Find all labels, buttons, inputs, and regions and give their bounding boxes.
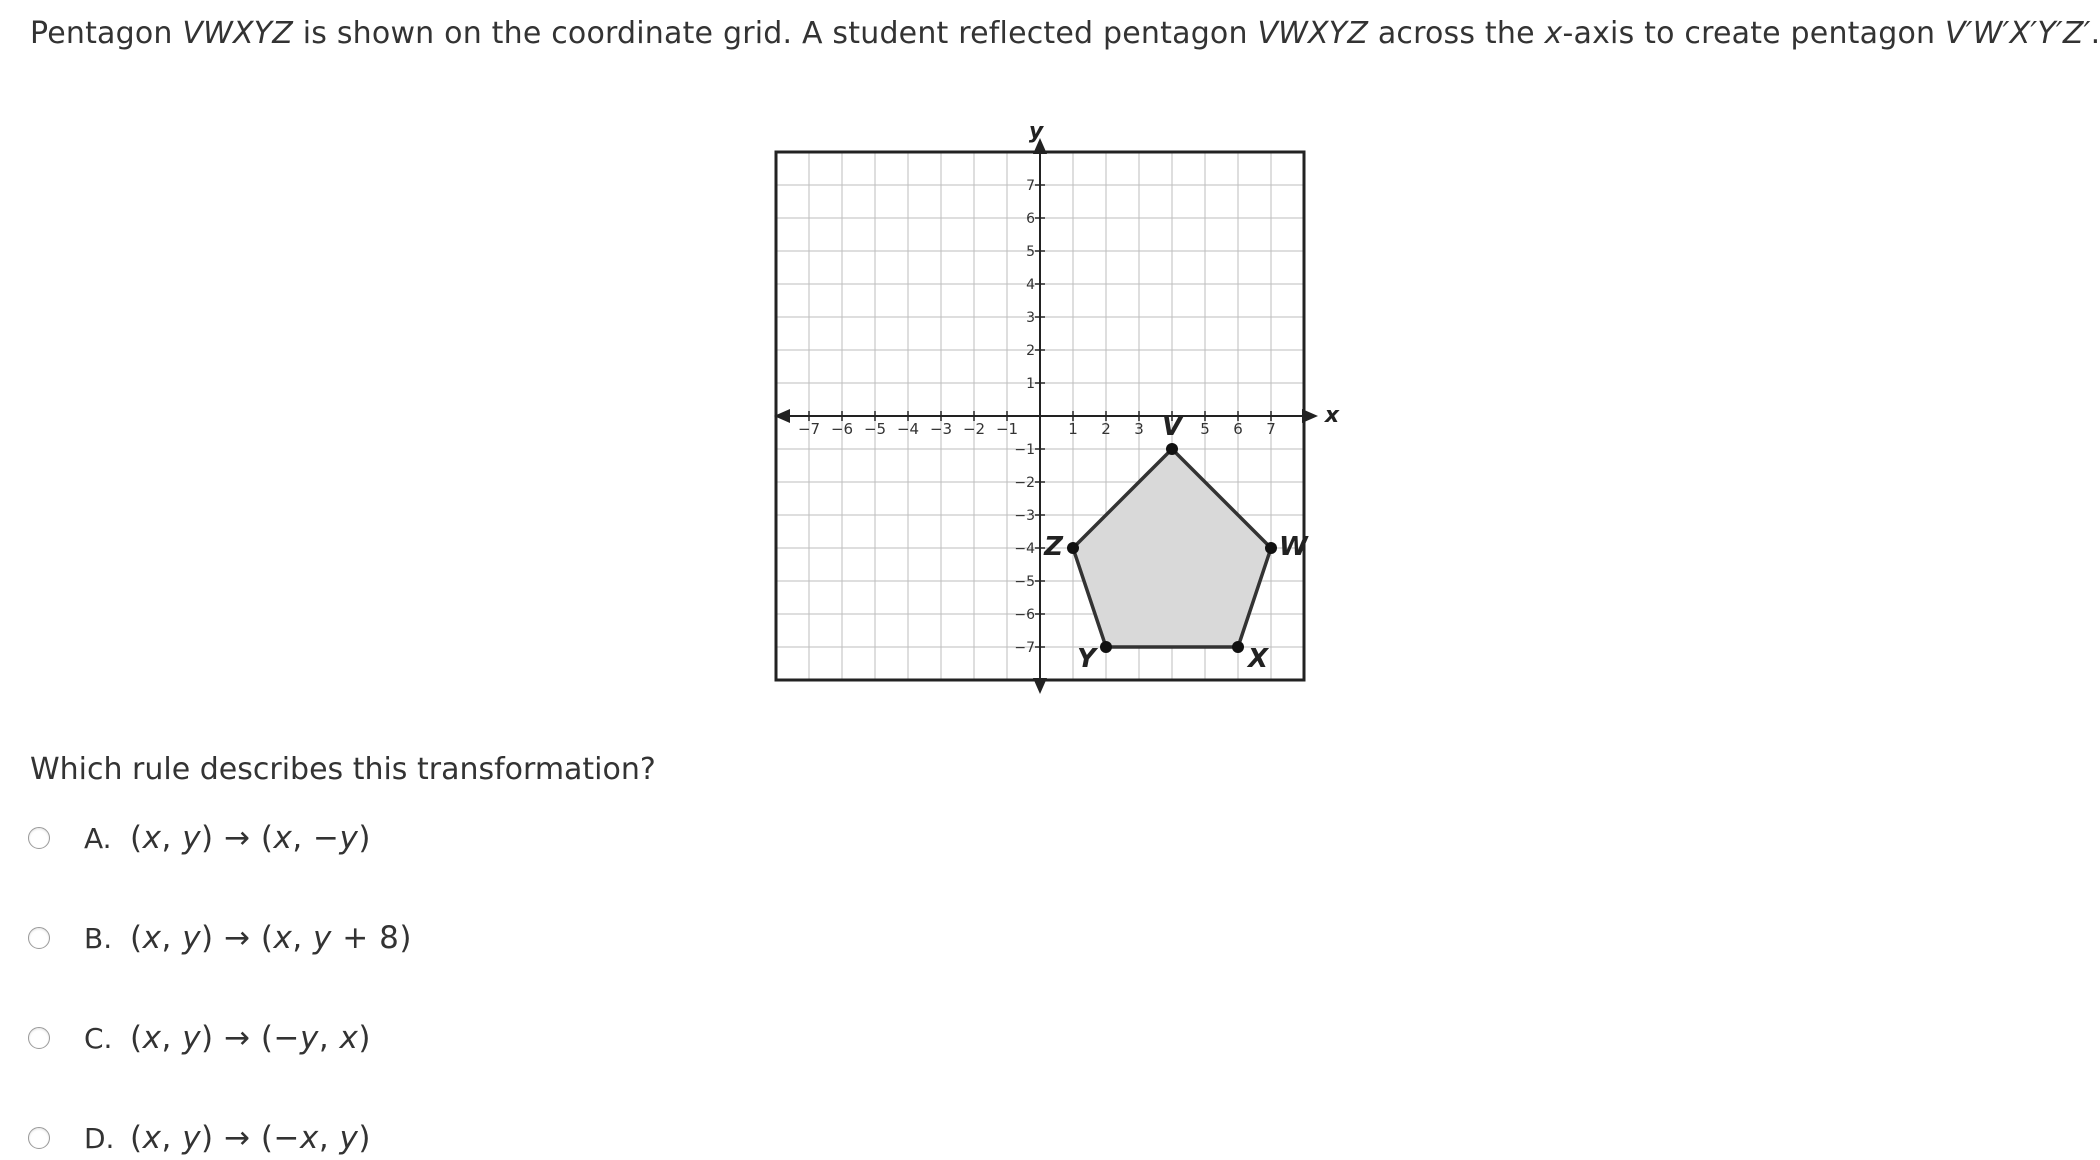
choice-b[interactable] [28,916,412,960]
choice-rule: (x, y) → (−x, y) [130,1120,371,1156]
y-tick-label: −4 [1014,541,1035,557]
x-tick-label: −3 [929,420,953,438]
radio-button[interactable] [28,1027,50,1049]
y-tick-label: 3 [1026,310,1035,326]
vertex-label-x: X [1248,644,1269,674]
y-tick-label: −3 [1014,508,1035,524]
radio-button[interactable] [28,927,50,949]
radio-button[interactable] [28,827,50,849]
x-tick-label: −7 [797,420,821,438]
prompt-text: across the [1368,16,1545,51]
question-text: Which rule describes this transformation? [30,752,656,787]
y-tick-label: 7 [1026,178,1035,194]
y-tick-label: −7 [1014,640,1035,656]
choice-rule: (x, y) → (x, y + 8) [130,920,412,956]
pentagon-name: VWXYZ [1257,16,1369,51]
vertex-label-w: W [1279,532,1308,562]
y-tick-label: −1 [1014,442,1035,458]
x-tick-label: 2 [1101,420,1111,438]
x-tick-label: −6 [830,420,854,438]
x-axis-label: x [1324,403,1340,428]
vertex-label-v: V [1161,412,1183,442]
y-tick-label: 1 [1026,376,1035,392]
choice-c[interactable] [28,1016,371,1060]
choice-letter: B. [84,921,113,955]
y-tick-label: −5 [1014,574,1035,590]
image-pentagon-name: V′W′X′Y′Z′ [1944,16,2091,51]
y-axis-label: y [1028,119,1044,144]
x-tick-label: −1 [995,420,1019,438]
pentagon-vwxyz [1073,449,1271,647]
prompt-text: -axis to create pentagon [1562,16,1945,51]
y-tick-label: 5 [1026,244,1035,260]
x-tick-label: 7 [1266,420,1276,438]
vertex-label-y: Y [1077,644,1096,674]
choice-a[interactable] [28,816,371,860]
prompt-text: is shown on the coordinate grid. A student reflected pentagon [293,16,1258,51]
radio-button[interactable] [28,1127,50,1149]
y-tick-label: 2 [1026,343,1035,359]
vertex-point-x [1232,641,1244,653]
prompt-text: . [2090,16,2100,51]
question-prompt [30,12,2100,56]
y-tick-label: −2 [1014,475,1035,491]
vertex-point-y [1100,641,1112,653]
vertex-point-z [1067,542,1079,554]
choice-letter: D. [84,1121,115,1155]
vertex-label-z: Z [1044,532,1063,562]
choice-rule: (x, y) → (x, −y) [130,820,371,856]
x-tick-label: −2 [962,420,986,438]
choice-d[interactable] [28,1116,371,1160]
vertex-point-w [1265,542,1277,554]
y-tick-label: 6 [1026,211,1035,227]
prompt-text: Pentagon [30,16,183,51]
x-tick-label: 6 [1233,420,1243,438]
coordinate-grid [760,110,1360,690]
pentagon-name: VWXYZ [182,16,294,51]
vertex-point-v [1166,443,1178,455]
x-tick-label: −4 [896,420,920,438]
x-tick-label: 5 [1200,420,1210,438]
choice-letter: A. [84,821,112,855]
y-tick-label: 4 [1026,277,1035,293]
x-tick-label: 3 [1134,420,1144,438]
choice-rule: (x, y) → (−y, x) [130,1020,371,1056]
axis-variable: x [1544,16,1563,51]
x-tick-label: −5 [863,420,887,438]
x-tick-label: 1 [1068,420,1078,438]
choice-letter: C. [84,1021,113,1055]
y-tick-label: −6 [1014,607,1035,623]
